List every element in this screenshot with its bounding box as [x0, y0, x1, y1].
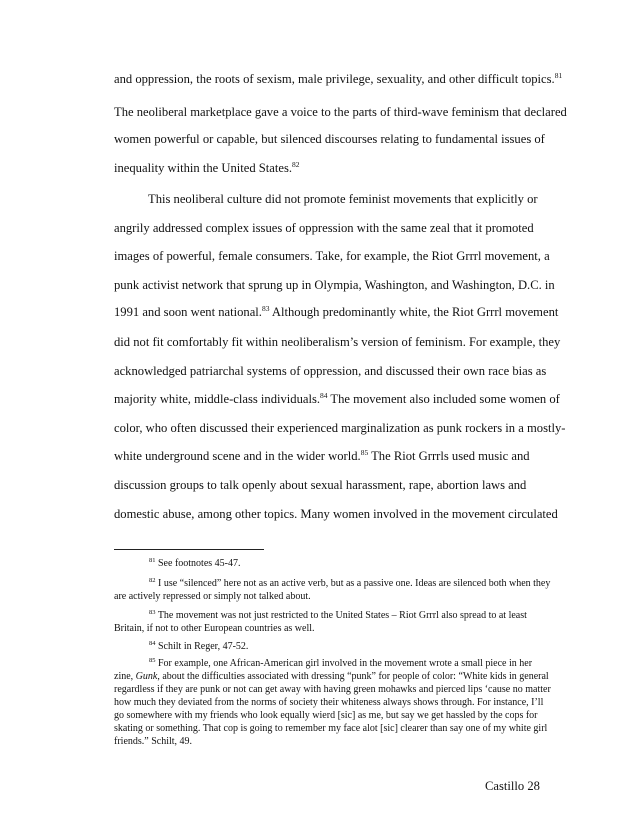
body-line: angrily addressed complex issues of oppression with the same zeal that it promoted [114, 221, 534, 235]
footnote-ref-81: 81 [554, 71, 563, 80]
body-line: This neoliberal culture did not promote feminist movements that explicitly or [148, 192, 538, 206]
body-line: and oppression, the roots of sexism, male privilege, sexuality, and other difficult topics.$^{81}$ [114, 71, 563, 86]
footnote-82: $^{82}$ I use “silenced” here not as an active verb, but as a passive one. Ideas are silenced both when they are actively repressed or simply not talked about. [114, 577, 551, 602]
body-line: images of powerful, female consumers. Take, for example, the Riot Grrrl movement, a [114, 249, 550, 263]
footnote-84: $^{84}$ Schilt in Reger, 47-52. [149, 640, 249, 652]
footnote-83: $^{83}$ The movement was not just restricted to the United States – Riot Grrrl also spread to at least Britain, if not to other European countries as well. [114, 609, 527, 634]
footnote-separator [114, 549, 264, 550]
body-line: acknowledged patriarchal systems of oppression, and discussed their own race bias as [114, 364, 547, 378]
body-line: punk activist network that sprung up in Olympia, Washington, and Washington, D.C. in [114, 278, 555, 292]
body-line: domestic abuse, among other topics. Many women involved in the movement circulated [114, 507, 558, 521]
body-line: discussion groups to talk openly about sexual harassment, rape, abortion laws and [114, 478, 527, 492]
body-line: women powerful or capable, but silenced discourses relating to fundamental issues of [114, 132, 545, 146]
footnote-ref-83: 83 [261, 304, 270, 313]
footnote-ref-84: 84 [320, 391, 328, 400]
body-line: majority white, middle-class individuals.$^{84}$ The movement also included some women of [114, 391, 560, 406]
footnote-ref-82: 82 [292, 160, 300, 169]
body-line: color, who often discussed their experienced marginalization as punk rockers in a mostly- [114, 421, 566, 435]
page-number: Castillo 28 [485, 779, 540, 793]
body-line: white underground scene and in the wider world.$^{85}$ The Riot Grrrls used music and [114, 448, 530, 463]
body-line: did not fit comfortably fit within neoliberalism’s version of feminism. For example, they [114, 335, 561, 349]
footnote-ref-85: 85 [360, 448, 369, 457]
body-line: 1991 and soon went national.$^{83}$ Although predominantly white, the Riot Grrrl movement [114, 304, 559, 319]
footnote-85: $^{85}$ For example, one African-American girl involved in the movement wrote a small piece in her zine, Gunk, about the difficulties associated with dressing “punk” for people of color: “White kids in general regardless if they are punk or not can get away with having green mohawks and pierced lips ‘cause no matter how much they deviated from the norms of society their whiteness always shows through. For instance, I’ll go somewhere with my friends who look equally wierd [sic] as me, but say we get hassled by the cops for skating or something. That cop is going to remember my face alot [sic] clearer than say one of my white girl friends.” Schilt, 49. [114, 657, 551, 747]
footnote-81: $^{81}$ See footnotes 45-47. [149, 557, 241, 569]
body-line: inequality within the United States.$^{82}$ [114, 160, 300, 175]
body-line: The neoliberal marketplace gave a voice to the parts of third-wave feminism that declared [114, 105, 567, 119]
